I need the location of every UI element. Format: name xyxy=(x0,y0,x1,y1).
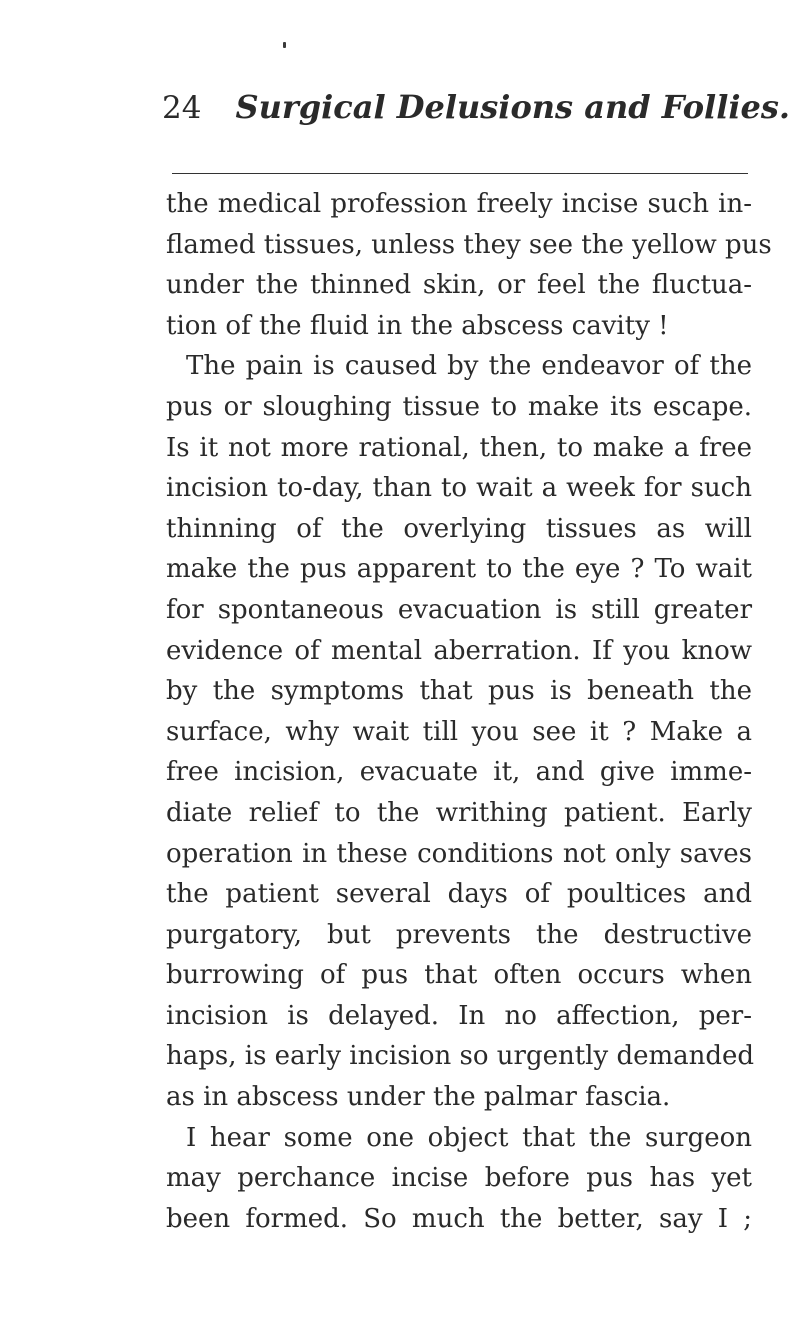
running-title: Surgical Delusions and Follies. xyxy=(235,88,791,126)
text-line: burrowing of pus that often occurs when xyxy=(166,960,752,991)
text-line: make the pus apparent to the eye ? To wait xyxy=(166,554,752,585)
text-line: thinning of the overlying tissues as will xyxy=(166,513,752,544)
text-line: may perchance incise before pus has yet xyxy=(166,1163,752,1194)
text-line: operation in these conditions not only saves xyxy=(166,838,752,869)
text-line: tion of the fluid in the abscess cavity ! xyxy=(166,310,669,341)
text-line: haps, is early incision so urgently demanded xyxy=(166,1041,755,1072)
page-number: 24 xyxy=(162,90,202,126)
body-text xyxy=(166,184,772,1239)
text-line: surface, why wait till you see it ? Make a xyxy=(166,716,752,747)
text-line: the medical profession freely incise such in- xyxy=(166,189,752,219)
text-line: I hear some one object that the surgeon xyxy=(186,1122,752,1153)
text-line: pus or sloughing tissue to make its escape. xyxy=(166,391,752,422)
text-line: incision is delayed. In no affection, per- xyxy=(166,1000,752,1031)
text-line: as in abscess under the palmar fascia. xyxy=(166,1082,671,1113)
text-line: for spontaneous evacuation is still greater xyxy=(166,594,752,625)
text-line: evidence of mental aberration. If you know xyxy=(166,635,752,666)
ink-speck xyxy=(283,42,286,48)
text-line: by the symptoms that pus is beneath the xyxy=(166,676,752,707)
text-line: free incision, evacuate it, and give imme- xyxy=(166,757,752,788)
text-line: The pain is caused by the endeavor of the xyxy=(186,351,752,382)
text-line: Is it not more rational, then, to make a free xyxy=(166,432,752,463)
text-line: diate relief to the writhing patient. Early xyxy=(166,797,752,828)
text-line: flamed tissues, unless they see the yellow pus xyxy=(166,229,772,260)
text-line: been formed. So much the better, say I ; xyxy=(166,1203,752,1234)
text-line: under the thinned skin, or feel the fluctua- xyxy=(166,270,752,301)
running-header xyxy=(162,88,790,138)
text-line: purgatory, but prevents the destructive xyxy=(166,919,752,950)
header-rule xyxy=(172,173,748,174)
text-line: the patient several days of poultices and xyxy=(166,879,752,910)
text-line: incision to-day, than to wait a week for such xyxy=(166,473,752,504)
